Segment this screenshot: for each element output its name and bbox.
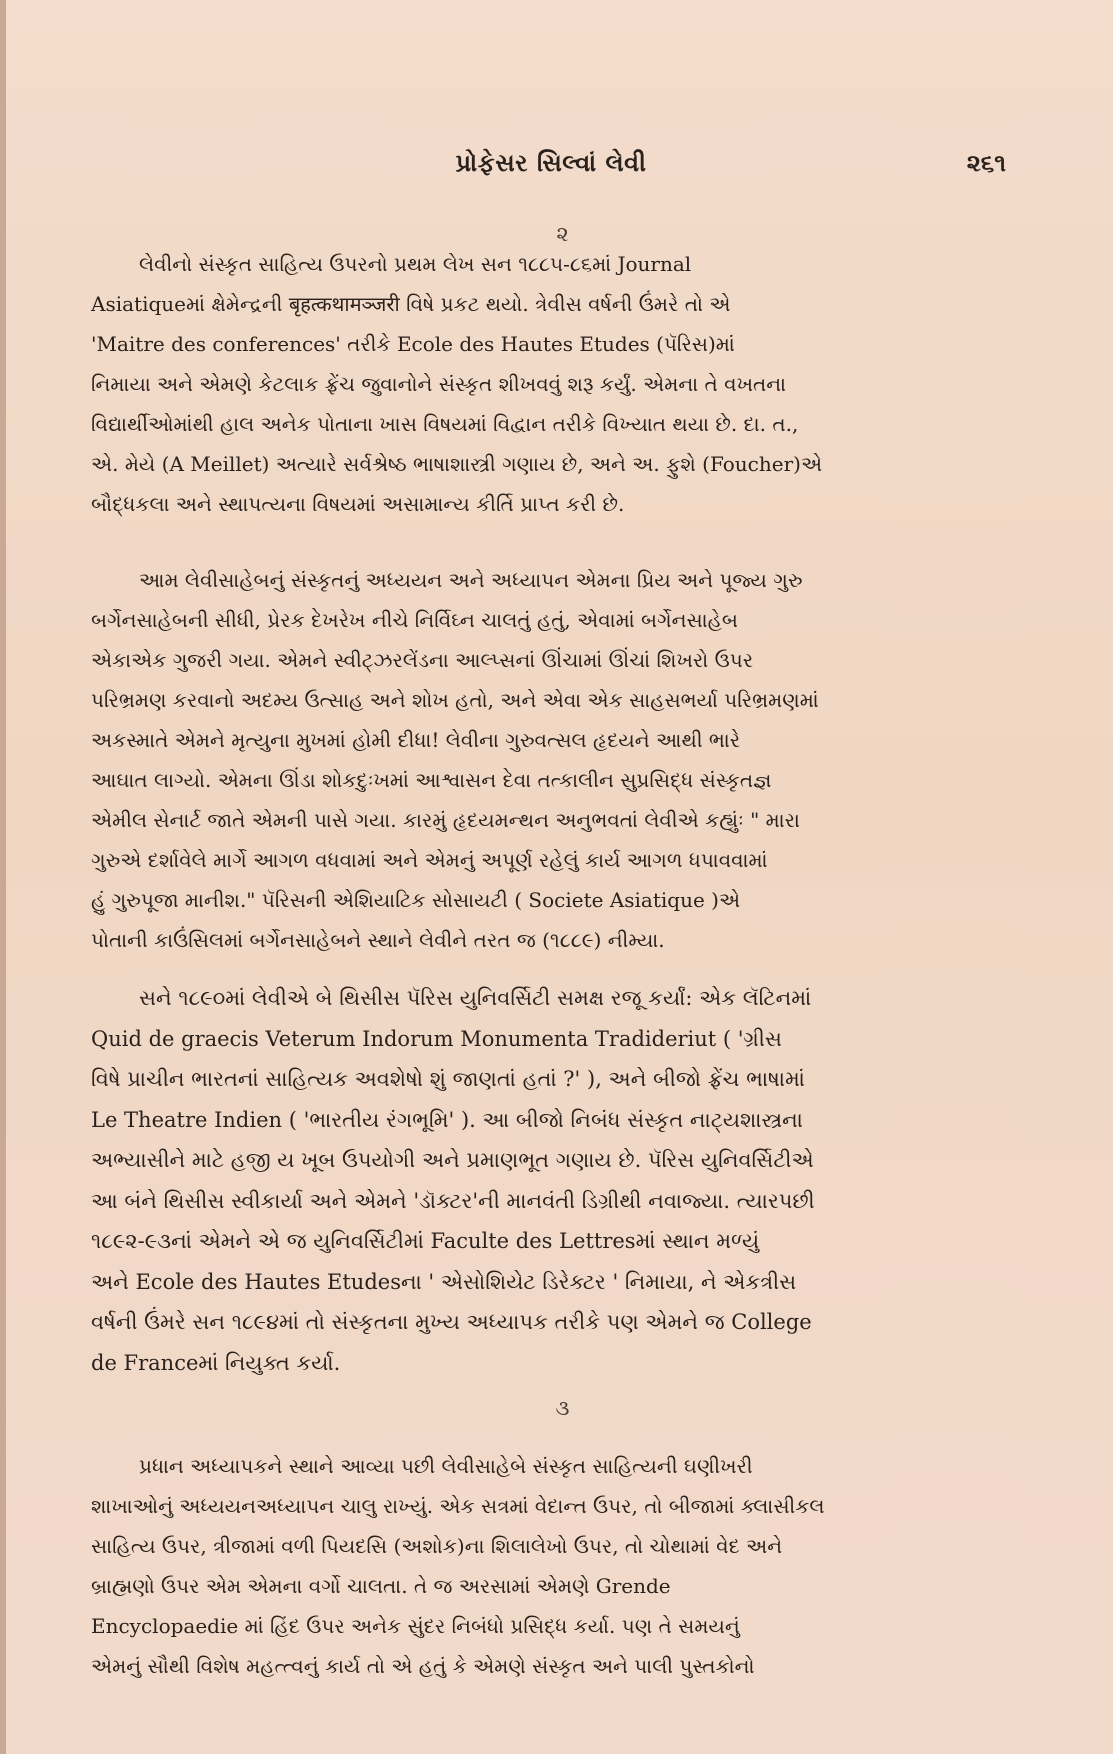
running-title: પ્રોફેસર સિલ્વાં લેવી [455,148,647,177]
paragraph-line: એ. મેયે (A Meillet) અત્યારે સર્વશ્રેષ્ઠ ભાષાશાસ્ત્રી ગણાય છે, અને અ. ફુશે (Foucher)એ [91,452,823,476]
paragraph-1 [91,244,991,524]
paragraph-line: શાખાઓનું અધ્યયનઅધ્યાપન ચાલુ રાખ્યું. એક સત્રમાં વેદાન્ત ઉપર, તો બીજામાં ક્લાસીકલ [91,1494,825,1518]
paragraph-line: વર્ષની ઉંમરે સન ૧૮૯૪માં તો સંસ્કૃતના મુખ્ય અધ્યાપક તરીકે પણ એમને જ College [91,1310,812,1334]
paragraph-line: Encyclopaedie માં હિંદ ઉપર અનેક સુંદર નિબંધો પ્રસિદ્ધ કર્યા. પણ તે સમયનું [91,1614,740,1638]
paragraph-line: de Franceમાં નિયુક્ત કર્યા. [91,1350,341,1375]
paragraph-line: લેવીનો સંસ્કૃત સાહિત્ય ઉપરનો પ્રથમ લેખ સન ૧૮૮૫-૮૬માં Journal [139,252,692,276]
paragraph-2 [91,560,991,960]
paragraph-line: અને Ecole des Hautes Etudesના ' એસોશિયેટ ડિરેક્ટર ' નિમાયા, ને એકત્રીસ [91,1269,797,1294]
paragraph-line: અકસ્માતે એમને મૃત્યુના મુખમાં હોમી દીધા! લેવીના ગુરુવત્સલ હૃદયને આથી ભારે [91,728,741,752]
paragraph-line: સાહિત્ય ઉપર, ત્રીજામાં વળી પિયદસિ (અશોક)ના શિલાલેખો ઉપર, તો ચોથામાં વેદ અને [91,1534,783,1558]
section-number-2: ૨ [556,222,569,246]
paragraph-line: 'Maitre des conferences' તરીકે Ecole des Hautes Etudes (પૅરિસ)માં [91,332,735,356]
paragraph-line: આ બંને થિસીસ સ્વીકાર્યા અને એમને 'ડૉક્ટર'ની માનવંતી ડિગ્રીથી નવાજ્યા. ત્યારપછી [91,1188,815,1213]
paragraph-line: વિદ્યાર્થીઓમાંથી હાલ અનેક પોતાના ખાસ વિષયમાં વિદ્વાન તરીકે વિખ્યાત થયા છે. દા. ત., [91,412,799,436]
paragraph-4 [91,1446,991,1686]
paragraph-line: હું ગુરુપૂજા માનીશ." પૅરિસની એશિયાટિક સોસાયટી ( Societe Asiatique )એ [91,888,741,912]
paragraph-line: બ્રાહ્મણો ઉપર એમ એમના વર્ગો ચાલતા. તે જ અરસામાં એમણે Grende [91,1574,671,1598]
paragraph-line: પોતાની કાઉંસિલમાં બર્ગેનસાહેબને સ્થાને લેવીને તરત જ (૧૮૮૯) નીમ્યા. [91,928,665,952]
paragraph-line: એમીલ સેનાર્ટ જાતે એમની પાસે ગયા. કારમું હૃદયમન્થન અનુભવતાં લેવીએ કહ્યુંઃ " મારા [91,808,800,832]
paragraph-line: ૧૮૯૨-૯૩નાં એમને એ જ યુનિવર્સિટીમાં Faculte des Lettresમાં સ્થાન મળ્યું [91,1229,760,1253]
paragraph-line: બૌદ્ધકલા અને સ્થાપત્યના વિષયમાં અસામાન્ય કીર્તિ પ્રાપ્ત કરી છે. [91,492,625,516]
paragraph-line: Le Theatre Indien ( 'ભારતીય રંગભૂમિ' ). આ બીજો નિબંધ સંસ્કૃત નાટ્યશાસ્ત્રના [91,1107,803,1132]
paragraph-line: Quid de graecis Veterum Indorum Monumenta Tradideriut ( 'ગ્રીસ [91,1026,782,1051]
paragraph-line: Asiatiqueમાં ક્ષેમેન્દ્રની बृहत्कथामञ्जरी વિષે પ્રકટ થયો. ત્રેવીસ વર્ષની ઉંમરે તો એ [91,292,731,316]
paragraph-line: એમનું સૌથી વિશેષ મહત્ત્વનું કાર્ય તો એ હતું કે એમણે સંસ્કૃત અને પાલી પુસ્તકોનો [91,1654,755,1678]
page-number: ૨૬૧ [966,148,1006,177]
paragraph-line: આઘાત લાગ્યો. એમના ઊંડા શોકદુઃખમાં આશ્વાસન દેવા તત્કાલીન સુપ્રસિદ્ધ સંસ્કૃતજ્ઞ [91,768,772,792]
paragraph-line: નિમાયા અને એમણે કેટલાક ફ્રેંચ જુવાનોને સંસ્કૃત શીખવવું શરૂ કર્યું. એમના તે વખતના [91,372,787,396]
paragraph-line: સને ૧૮૯૦માં લેવીએ બે થિસીસ પૅરિસ યુનિવર્સિટી સમક્ષ રજૂ કર્યાં: એક લૅટિનમાં [139,986,812,1010]
paragraph-line: પ્રધાન અધ્યાપકને સ્થાને આવ્યા પછી લેવીસાહેબે સંસ્કૃત સાહિત્યની ઘણીખરી [139,1454,753,1478]
paragraph-line: વિષે પ્રાચીન ભારતનાં સાહિત્યક અવશેષો શું જાણતાં હતાં ?' ), અને બીજો ફ્રેંચ ભાષામાં [91,1067,805,1091]
paragraph-line: અભ્યાસીને માટે હજી ય ખૂબ ઉપયોગી અને પ્રમાણભૂત ગણાય છે. પૅરિસ યુનિવર્સિટીએ [91,1148,814,1172]
paragraph-line: ગુરુએ દર્શાવેલે માર્ગે આગળ વધવામાં અને એમનું અપૂર્ણ રહેલું કાર્ય આગળ ધપાવવામાં [91,848,768,872]
paragraph-line: એકાએક ગુજરી ગયા. એમને સ્વીટ્ઝરલેંડના આલ્પ્સનાં ઊંચામાં ઊંચાં શિખરો ઉપર [91,648,754,672]
page-header [96,148,1006,196]
paragraph-3 [91,978,991,1383]
section-number-3: ૩ [555,1396,570,1420]
paragraph-line: બર્ગેનસાહેબની સીધી, પ્રેરક દેખરેખ નીચે નિર્વિઘ્ન ચાલતું હતું, એવામાં બર્ગેનસાહેબ [91,608,738,632]
paragraph-line: પરિભ્રમણ કરવાનો અદમ્ય ઉત્સાહ અને શોખ હતો, અને એવા એક સાહસભર્યા પરિભ્રમણમાં [91,688,819,712]
paragraph-line: આમ લેવીસાહેબનું સંસ્કૃતનું અધ્યયન અને અધ્યાપન એમના પ્રિય અને પૂજ્ય ગુરુ [139,568,803,592]
